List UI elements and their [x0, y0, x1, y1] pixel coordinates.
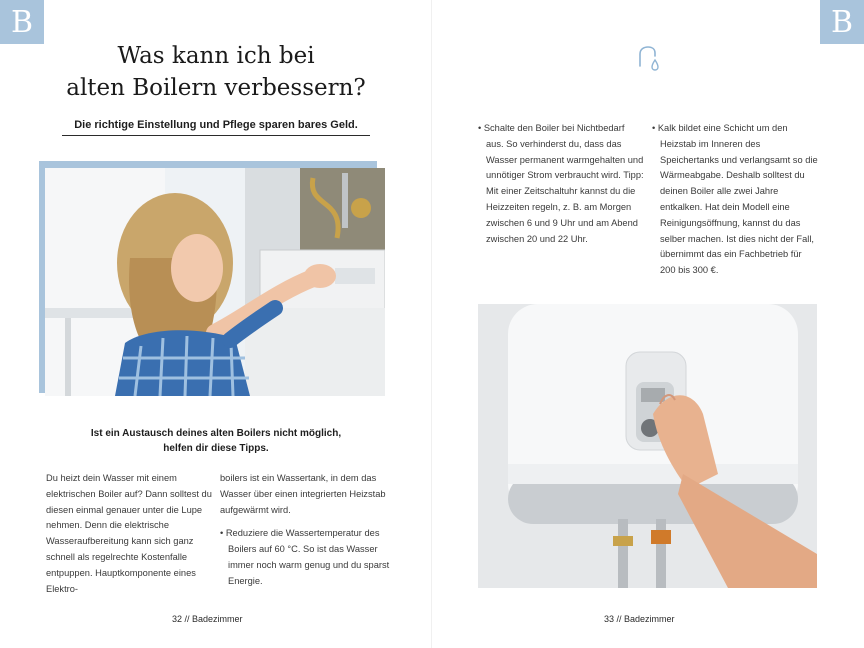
right-column-1 [478, 121, 644, 247]
woman-boiler-photo [45, 168, 385, 396]
page-subtitle: Die richtige Einstellung und Pflege sparen bares Geld. [62, 119, 370, 136]
title-line-1: Was kann ich bei [117, 43, 315, 69]
tip-reduce-temperature: • Reduziere die Wassertemperatur des Boilers auf 60 °C. So ist das Wasser immer noch warm genug und du sparst Energie. [220, 528, 390, 586]
section-label-left: // Badezimmer [184, 614, 243, 624]
footer-left [172, 614, 243, 624]
page-number-left: 32 [172, 614, 183, 624]
woman-boiler-illustration [45, 168, 385, 396]
body-column-2 [220, 471, 390, 590]
page-title [40, 40, 392, 104]
boiler-hand-illustration [478, 304, 817, 588]
column-2-intro: boilers ist ein Wassertank, in dem das Wasser über einen integrierten Heizstab aufgewärmt wird. [220, 473, 386, 515]
tip-descale: • Kalk bildet eine Schicht um den Heizstab im Inneren des Speichertanks und verlangsamt so die Wärmeabgabe. Deshalb solltest du deinen Boiler alle zwei Jahre entkalken. Hat dein Modell eine Reinigungsöffnung, kannst du das selber machen. Ist dies nicht der Fall, übernimmt das ein Fachbetrieb für 200 bis 300 €. [652, 123, 818, 276]
lead-line-2: helfen dir diese Tipps. [163, 443, 269, 454]
lead-line-1: Ist ein Austausch deines alten Boilers nicht möglich, [90, 428, 342, 439]
body-column-1: Du heizt dein Wasser mit einem elektrischen Boiler auf? Dann solltest du diesen einmal genauer unter die Lupe nehmen. Denn die elektrische Wasseraufbereitung kann sich ganz schnell als regelrechte Kostenfalle entpuppen. Hauptkomponente eines Elektro- [46, 473, 212, 594]
section-label-right: // Badezimmer [616, 614, 675, 624]
right-column-2 [652, 121, 818, 279]
title-line-2: alten Boilern verbessern? [66, 75, 366, 101]
page-number-right: 33 [604, 614, 615, 624]
section-tab-left: B [0, 0, 44, 44]
section-tab-right: B [820, 0, 864, 44]
footer-right [604, 614, 675, 624]
boiler-thermostat-photo [478, 304, 817, 588]
tip-switch-off: • Schalte den Boiler bei Nichtbedarf aus. So verhinderst du, dass das Wasser permanent warmgehalten und unnötiger Strom verbraucht wird. Tipp: Mit einer Zeitschaltuhr kannst du die Heizzeiten regeln, z. B. am Morgen zwischen 6 und 9 Uhr und am Abend zwischen 20 und 22 Uhr. [478, 123, 644, 244]
lead-text [62, 426, 370, 456]
water-drop-tap-icon [636, 44, 662, 78]
